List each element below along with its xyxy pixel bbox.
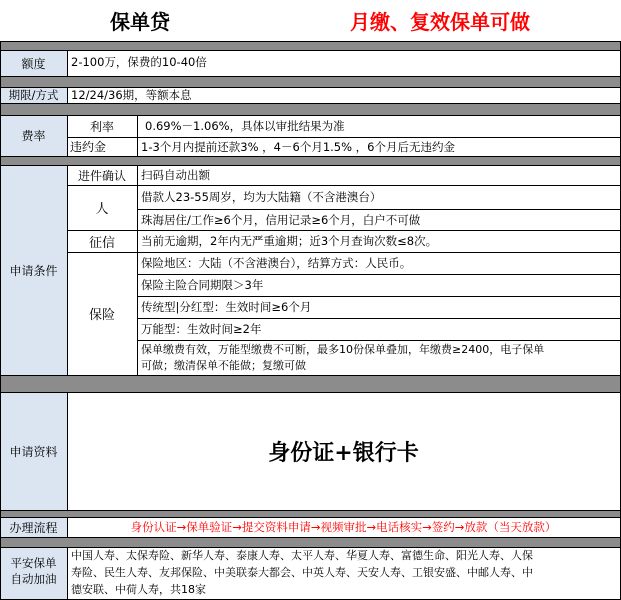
term-label: 期限/方式 — [8, 88, 59, 102]
separator-bar — [0, 103, 621, 115]
fee-label: 费率 — [21, 129, 46, 143]
penalty-label: 违约金 — [70, 140, 107, 154]
insurance-value: 传统型|分红型：生效时间≥6个月 — [141, 300, 312, 314]
person-value: 借款人23-55周岁，均为大陆籍（不含港澳台） — [141, 190, 382, 204]
conditions-label: 申请条件 — [9, 263, 58, 278]
credit-label: 征信 — [88, 235, 115, 251]
amount-label: 额度 — [21, 56, 46, 71]
person-label: 人 — [95, 202, 109, 217]
insurance-value: 保险主险合同期限＞3年 — [141, 278, 264, 292]
amount-value: 2-100万，保费的10-40倍 — [71, 55, 207, 69]
insurance-note: 保单缴费有效，万能型缴费不可断，最多10份保单叠加，年缴费≥2400，电子保单 — [141, 343, 545, 356]
term-value: 12/24/36期，等额本息 — [71, 88, 192, 102]
rate-label: 利率 — [89, 119, 114, 134]
product-title: 保单贷 — [110, 10, 170, 34]
insurer-line: 寿险、民生人寿、友邦保险、中美联泰大都会、中英人寿、天安人寿、工银安盛、中邮人寿、中 — [71, 566, 533, 579]
insurance-value: 保险地区：大陆（不含港澳台），结算方式：人民币。 — [141, 256, 412, 270]
insurance-note: 可做；缴清保单不能做；复缴可做 — [141, 359, 306, 372]
materials-label: 申请资料 — [9, 444, 58, 459]
penalty-value: 1-3个月内提前还款3% ，4－6个月1.5% ，6个月后无违约金 — [141, 140, 456, 154]
insurers-label: 平安保单 自动加油 — [10, 556, 57, 586]
slogan: 月缴、复效保单可做 — [350, 10, 530, 34]
separator-bar — [0, 41, 621, 50]
separator-bar — [0, 510, 621, 517]
separator-bar — [0, 537, 621, 547]
entry-value: 扫码自动出额 — [141, 168, 210, 182]
insurer-line: 德安联、中荷人寿，共18家 — [71, 583, 206, 596]
process-value: 身份认证→保单验证→提交资料申请→视频审批→电话核实→签约→放款（当天放款） — [130, 520, 557, 534]
separator-bar — [0, 156, 621, 165]
separator-bar — [0, 76, 621, 87]
rate-value: 0.69%－1.06%，具体以审批结果为准 — [145, 119, 345, 133]
insurer-line: 中国人寿、太保寿险、新华人寿、泰康人寿、太平人寿、华夏人寿、富德生命、阳光人寿、人保 — [71, 549, 533, 562]
separator-bar — [0, 375, 621, 392]
process-label: 办理流程 — [9, 520, 58, 535]
materials-value: 身份证+银行卡 — [268, 439, 419, 466]
credit-value: 当前无逾期，2年内无严重逾期；近3个月查询次数≤8次。 — [141, 234, 438, 248]
insurance-value: 万能型：生效时间≥2年 — [141, 322, 262, 336]
entry-label: 进件确认 — [77, 168, 126, 183]
insurance-label: 保险 — [88, 308, 115, 323]
person-value: 珠海居住/工作≥6个月，信用记录≥6个月，白户不可做 — [141, 213, 421, 227]
